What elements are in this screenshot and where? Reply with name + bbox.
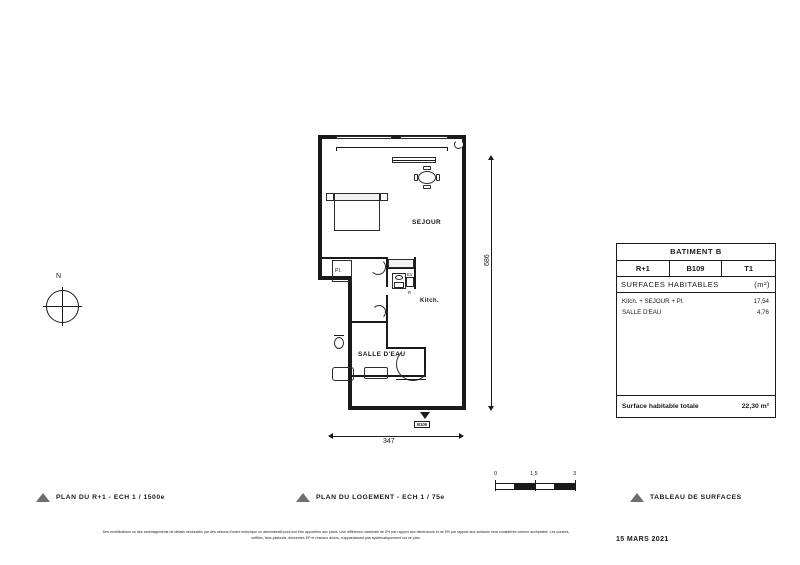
scale-segment-3: [535, 483, 555, 490]
dimension-arrow-left: [328, 433, 333, 439]
dimension-arrow-right: [459, 433, 464, 439]
cell-level: R+1: [617, 261, 670, 276]
fridge: [406, 277, 414, 287]
total-label: Surface habitable totale: [622, 403, 699, 410]
scale-label-0: 0: [494, 471, 498, 477]
compass-north-label: N: [56, 273, 62, 280]
table-row-total: [617, 395, 775, 417]
chair-right: [436, 174, 440, 181]
door-swing-hall-icon: [370, 259, 386, 275]
dimension-value-horizontal: 347: [383, 438, 395, 445]
legend-plan-logement: [296, 493, 445, 502]
dimension-line-vertical: [491, 160, 492, 406]
kitchen-counter-edge: [388, 268, 414, 269]
nightstand-right: [380, 193, 388, 201]
cell-unit: B109: [670, 261, 723, 276]
dimension-line-horizontal: [333, 436, 459, 437]
table-row-section-header: [617, 277, 775, 293]
chair-bottom: [423, 185, 431, 189]
shower-tray: [332, 367, 354, 381]
window-top-left: [336, 136, 392, 139]
disclaimer-text: Des modifications ou des aménagements de détails nécessités par des raisons d'ordre technique ou administratif pourront être apportées aux plans. Une différence maximale de 5% par rapport aux dimensions et de 5% par rapport aux surfaces sera considérée comme acceptable. Les poutres, soffites, faux-plafonds, descentes EP et réseaux divers, n'apparaissant pas systématiquement sur ce plan.: [102, 530, 570, 540]
floor-plan: [318, 135, 478, 427]
scale-segment-2: [515, 483, 535, 490]
surface-value: 4,76: [756, 309, 769, 316]
closet-label: Pl.: [335, 268, 343, 274]
bed-headboard: [334, 193, 380, 201]
surfaces-table: [616, 243, 776, 418]
ev-label: EV: [407, 272, 413, 277]
balcony-rail-end-right: [447, 147, 448, 151]
dining-table: [418, 171, 436, 184]
cell-type: T1: [744, 264, 754, 273]
wall-right: [462, 135, 466, 410]
entry-arrow-icon: [420, 412, 430, 419]
surface-label: SALLE D'EAU: [622, 309, 662, 316]
wall-left-lower: [348, 276, 352, 410]
table-row: [617, 296, 775, 307]
legend-label: PLAN DU R+1 - ECH 1 / 1500e: [56, 494, 165, 501]
triangle-marker-icon: [630, 493, 644, 502]
window-top-right: [400, 136, 448, 139]
legend-label: PLAN DU LOGEMENT - ECH 1 / 75e: [316, 494, 445, 501]
surface-rows: [617, 293, 775, 318]
r-label: R: [408, 290, 412, 295]
partition-bathroom-top: [352, 321, 388, 323]
scale-label-2: 3: [573, 471, 577, 477]
entry-unit-tag: B109: [414, 421, 430, 428]
toilet: [334, 337, 344, 349]
cooktop: [394, 282, 404, 288]
dimension-value-vertical: 686: [484, 254, 491, 266]
table-row: [617, 307, 775, 318]
room-label-sejour: SEJOUR: [412, 219, 442, 226]
plan-date: 15 MARS 2021: [616, 536, 669, 543]
legend-tableau-surfaces: [630, 493, 742, 502]
chair-left: [414, 174, 418, 181]
nightstand-left: [326, 193, 334, 201]
surface-label: Kitch. + SEJOUR + Pl.: [622, 298, 684, 305]
wall-bottom: [348, 406, 466, 410]
room-label-salle-deau: SALLE D'EAU: [358, 351, 406, 358]
table-row-building: [617, 244, 775, 261]
triangle-marker-icon: [36, 493, 50, 502]
scale-segment-4: [555, 483, 575, 490]
dimension-arrow-down: [488, 406, 494, 411]
scale-segment-1: [495, 483, 515, 490]
surface-value: 17,54: [753, 298, 769, 305]
sink-basin: [395, 275, 403, 280]
building-title: BATIMENT B: [670, 247, 722, 256]
entry-door-leaf: [396, 379, 426, 380]
unit-symbol: (m²): [754, 280, 770, 289]
sliding-door-line: [392, 160, 436, 161]
section-title: SURFACES HABITABLES: [621, 280, 719, 289]
partition-kitchen-right: [414, 257, 416, 289]
scale-tick-1: [535, 480, 536, 491]
balcony-rail-end-left: [336, 147, 337, 151]
toilet-tank: [334, 335, 344, 336]
kitchen-counter-top: [388, 259, 414, 268]
scale-tick-2: [575, 480, 576, 491]
compass-axis-horizontal: [43, 306, 82, 307]
washbasin: [364, 367, 388, 379]
chair-top: [423, 166, 431, 170]
balcony-rail-line: [336, 147, 448, 148]
legend-plan-r1: [36, 493, 165, 502]
legend-label: TABLEAU DE SURFACES: [650, 494, 742, 501]
scale-tick-0: [495, 480, 496, 491]
room-label-kitchen: Kitch.: [420, 298, 440, 304]
dimension-arrow-up: [488, 155, 494, 160]
total-value: 22,30 m²: [741, 403, 769, 410]
door-swing-bathroom-icon: [372, 305, 386, 319]
triangle-marker-icon: [296, 493, 310, 502]
scale-label-1: 1,5: [530, 471, 538, 477]
table-row-unit: [617, 261, 775, 277]
compass-rose: [46, 273, 80, 324]
door-swing-top-right-icon: [454, 140, 463, 149]
